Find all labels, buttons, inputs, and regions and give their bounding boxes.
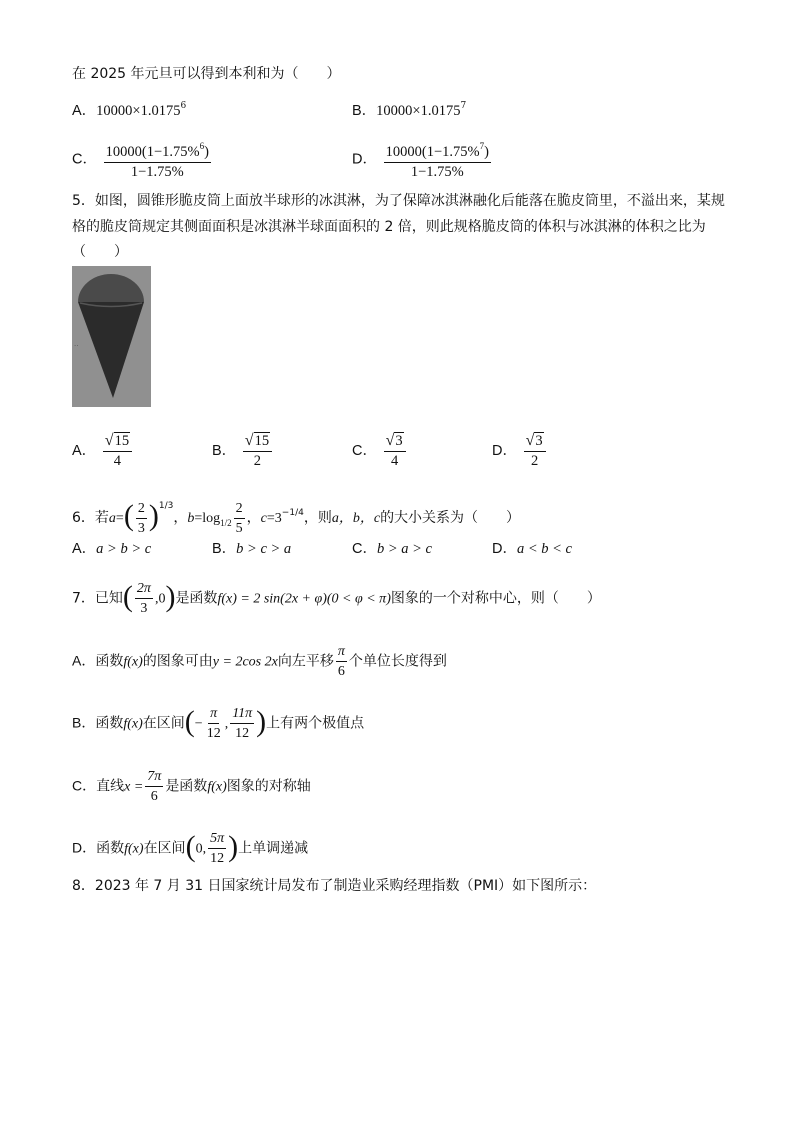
q4-option-b[interactable]: B．$10000\times 1.0175^7$ xyxy=(352,101,467,119)
q4-option-a[interactable]: A．$10000\times 1.0175^6$ xyxy=(72,101,187,119)
q6-option-b[interactable]: B．b > c > a xyxy=(212,541,292,557)
ice-cream-cone-photo xyxy=(72,266,151,407)
svg-text:..: .. xyxy=(74,340,79,348)
q7-option-b[interactable]: B．函数f(x)在区间(− $\frac{\pi}{12}$ , $\frac{11\pi}{12}$ )上有两个极值点 xyxy=(72,704,365,741)
q4-stem-tail: 在 2025 年元旦可以得到本利和为（ ） xyxy=(72,66,341,82)
q5-stem-line1: 5．如图，圆锥形脆皮筒上面放半球形的冰淇淋，为了保障冰淇淋融化后能落在脆皮筒里，不溢出来，某规 xyxy=(72,193,725,209)
q7-stem: 7．已知( $\frac{2\pi}{3}$ ,0)是函数f(x) = 2 sin(2x + φ)(0 < φ < π)图象的一个对称中心，则（ ） xyxy=(72,579,601,616)
q4-c-fraction: $\frac{10000(1-1.75\%^6)}{1-1.75\%}$ xyxy=(104,138,211,181)
q5-stem-line3: （ ） xyxy=(72,244,128,260)
q6-option-c[interactable]: C．b > a > c xyxy=(352,541,432,557)
q8-stem: 8．2023 年 7 月 31 日国家统计局发布了制造业采购经理指数（PMI）如下图所示： xyxy=(72,878,597,894)
q6-option-d[interactable]: D．a < b < c xyxy=(492,541,572,557)
q7-option-c[interactable]: C．直线x = $\frac{7\pi}{6}$ 是函数f(x)图象的对称轴 xyxy=(72,769,311,804)
q4-option-d[interactable]: D． $\frac{10000(1-1.75\%^7)}{1-1.75\%}$ xyxy=(352,138,493,181)
q5-option-c[interactable]: C． √ 3 4 xyxy=(352,432,408,468)
q5-stem-line2: 格的脆皮筒规定其侧面面积是冰淇淋半球面面积的 2 倍，则此规格脆皮筒的体积与冰淇淋的体积之比为 xyxy=(72,219,706,235)
q7-option-a[interactable]: A．函数f(x)的图象可由y = 2cos 2x向左平移 $\frac{\pi}{6}$ 个单位长度得到 xyxy=(72,644,447,679)
ice-cream-cone-icon xyxy=(72,266,151,407)
q5-option-b[interactable]: B． √ 15 2 xyxy=(212,432,274,468)
q4-option-c[interactable]: C． $\frac{10000(1-1.75\%^6)}{1-1.75\%}$ xyxy=(72,138,213,181)
q6-stem: 6．若a=( $\frac{2}{3}$ )$^{1/3}$，$b=\log_{1/2}$ $\frac{2}{5}$ ，$c=3^{-1/4}$，则a，b，c的大小关系为（ ） xyxy=(72,499,521,536)
q5-option-a[interactable]: A． √ 15 4 xyxy=(72,432,134,468)
q6-option-a[interactable]: A．a > b > c xyxy=(72,541,152,557)
q4-d-fraction: $\frac{10000(1-1.75\%^7)}{1-1.75\%}$ xyxy=(384,138,491,181)
q7-option-d[interactable]: D．函数f(x)在区间(0, $\frac{5\pi}{12}$ )上单调递减 xyxy=(72,829,309,866)
q5-option-d[interactable]: D． √ 3 2 xyxy=(492,432,548,468)
